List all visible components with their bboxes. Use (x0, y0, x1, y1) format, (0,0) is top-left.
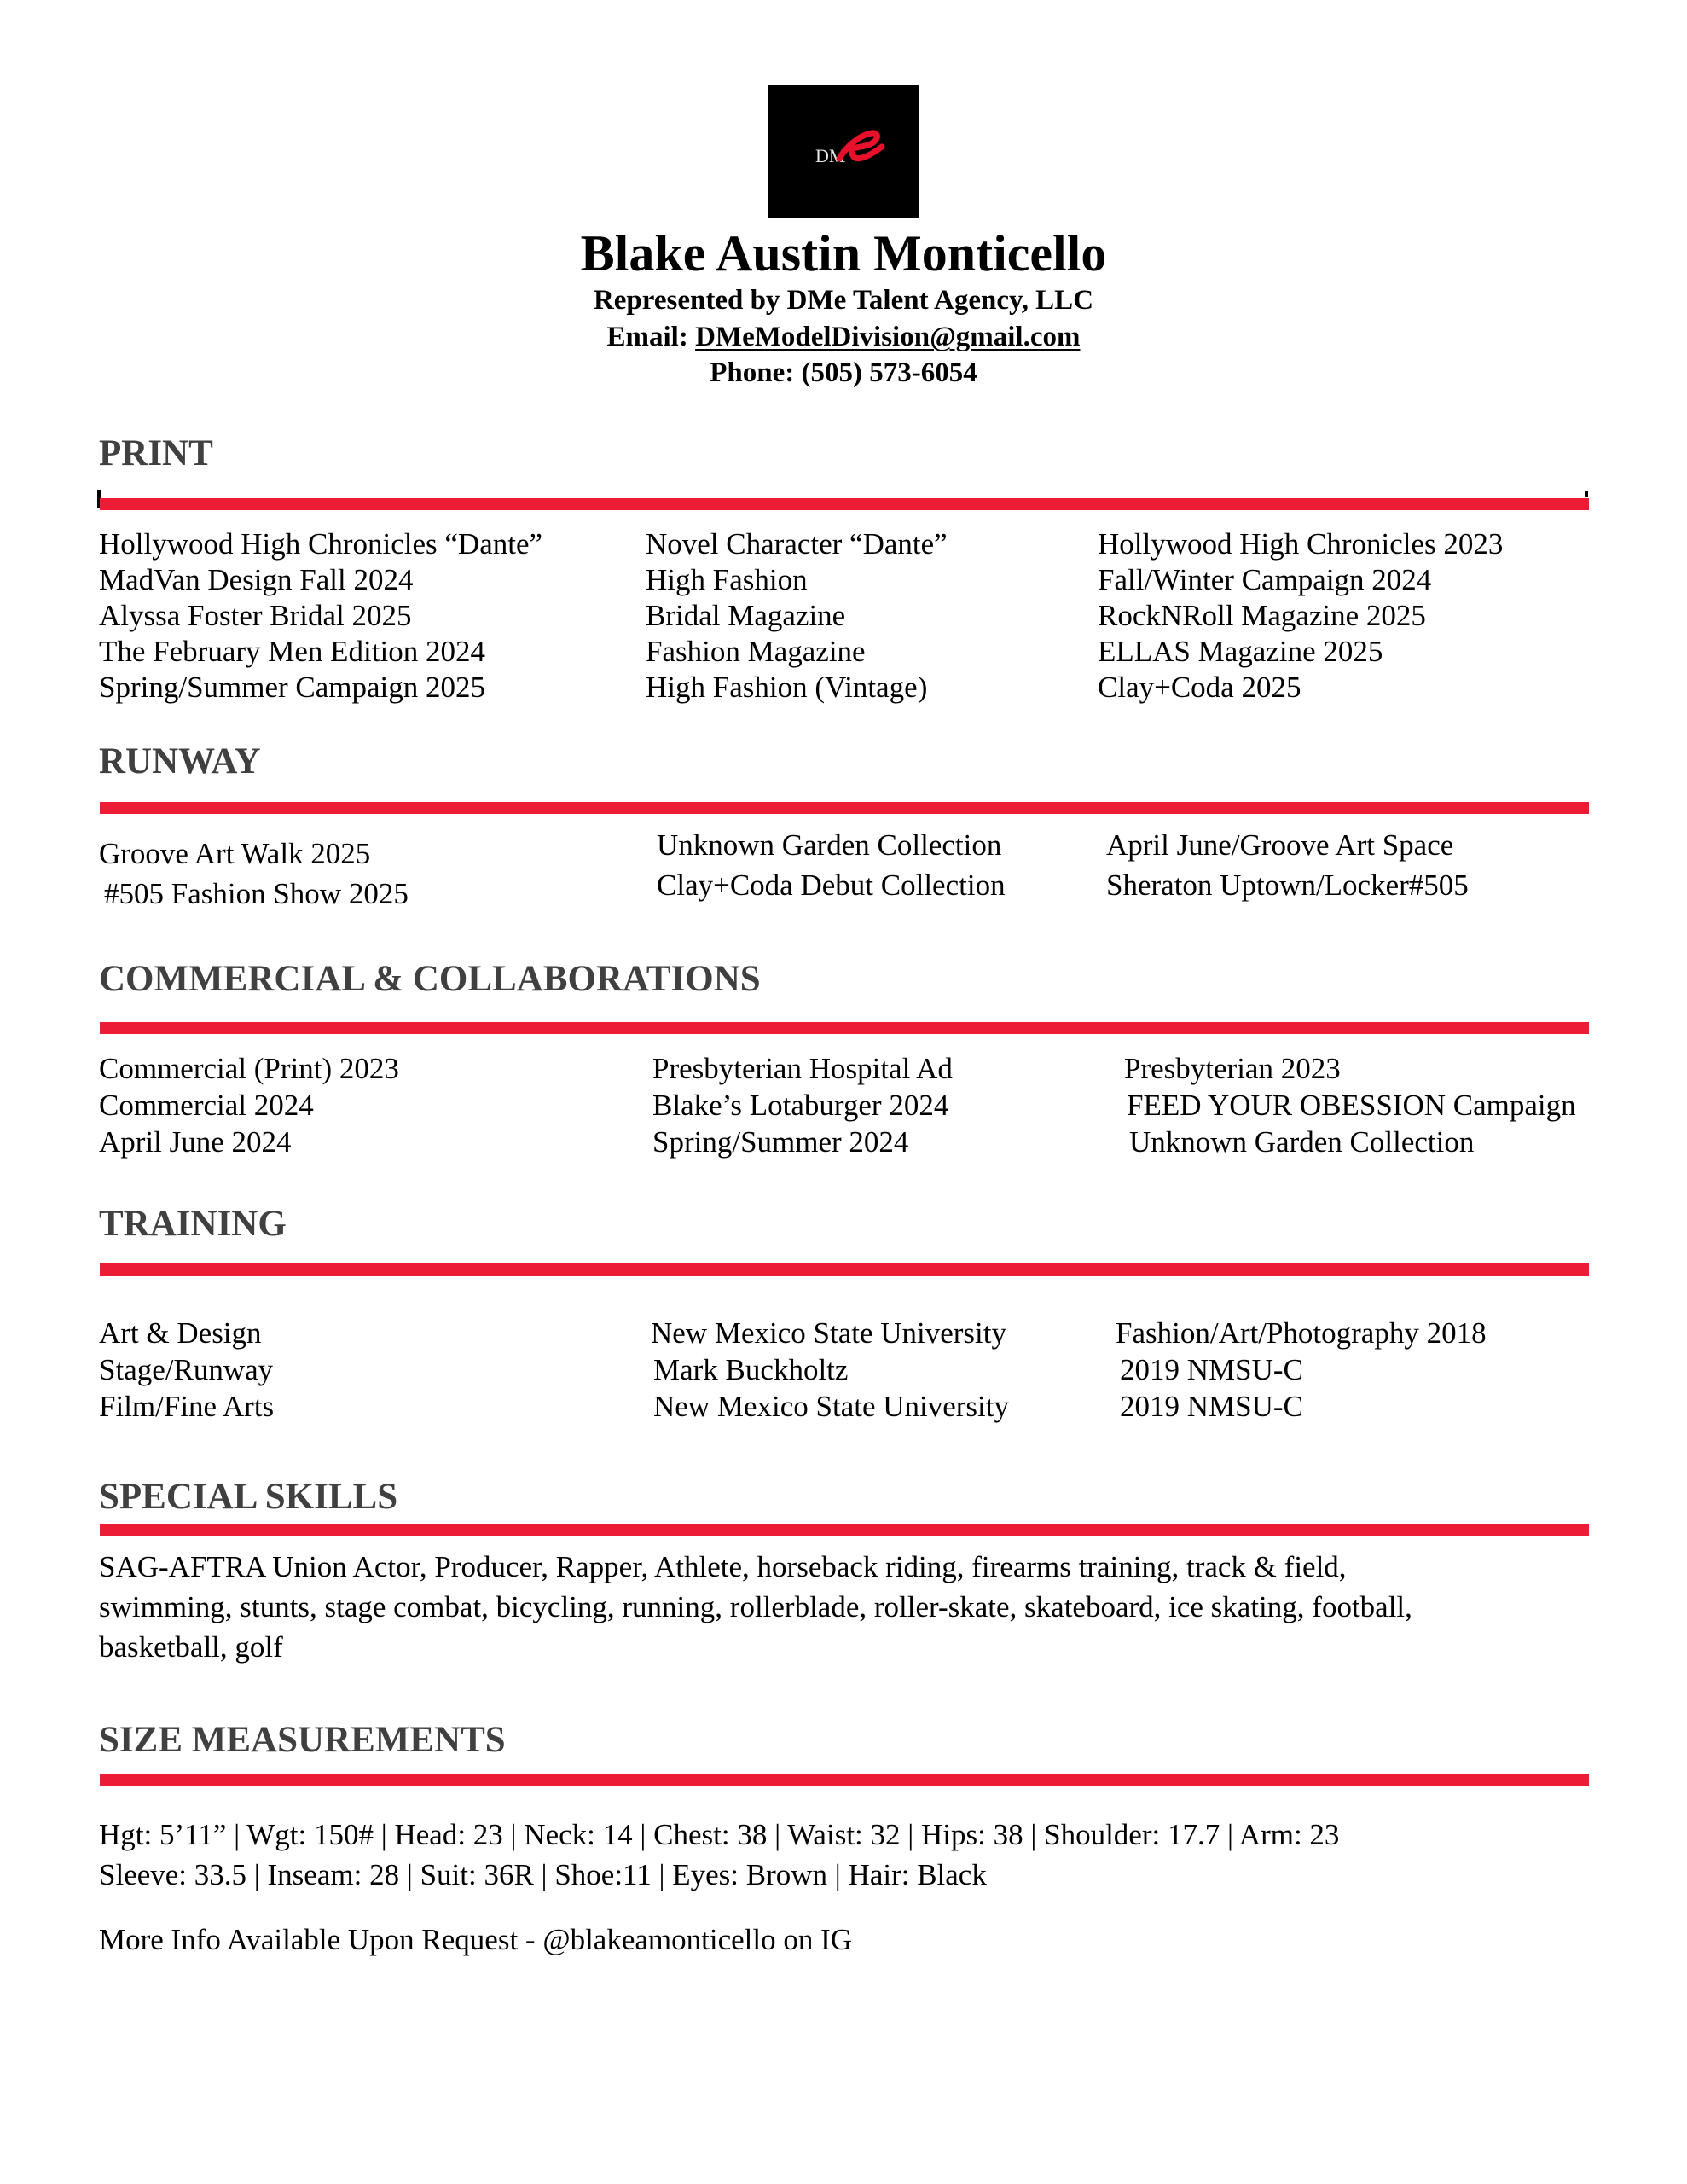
training-cell-col1: Stage/Runway (99, 1353, 274, 1386)
print-cell-col3: ELLAS Magazine 2025 (1098, 635, 1383, 668)
agency-line: Represented by DMe Talent Agency, LLC (593, 285, 1094, 316)
print-cell-col1: Hollywood High Chronicles “Dante” (99, 527, 543, 561)
logo-accent-e (839, 133, 882, 159)
agency-logo (768, 85, 919, 218)
candidate-name: Blake Austin Monticello (580, 225, 1107, 282)
commercial-cell-col1: Commercial (Print) 2023 (99, 1052, 399, 1085)
training-cell-col3: Fashion/Art/Photography 2018 (1116, 1316, 1487, 1350)
commercial-cell-col3: Presbyterian 2023 (1124, 1052, 1341, 1085)
dme-logo-mark (768, 85, 919, 218)
skills-line: swimming, stunts, stage combat, bicycling, running, rollerblade, roller-skate, skateboard, ice skating, football, (99, 1590, 1412, 1623)
email-line (0, 320, 1687, 354)
commercial-cell-col2: Presbyterian Hospital Ad (652, 1052, 953, 1085)
footer-note: More Info Available Upon Request - @blakeamonticello on IG (99, 1923, 853, 1956)
section-heading-print: PRINT (99, 433, 213, 473)
section-divider (100, 1022, 1589, 1034)
section-divider (100, 1263, 1589, 1276)
print-cell-col3: Hollywood High Chronicles 2023 (1098, 527, 1504, 561)
commercial-cell-col3: FEED YOUR OBESSION Campaign (1127, 1089, 1576, 1122)
section-divider (100, 802, 1589, 814)
email-link[interactable]: DMeModelDivision@gmail.com (695, 322, 1081, 352)
runway-cell-col3: Sheraton Uptown/Locker#505 (1106, 868, 1469, 902)
print-cell-col2: High Fashion (Vintage) (646, 671, 928, 704)
training-cell-col2: New Mexico State University (653, 1390, 1009, 1423)
training-cell-col3: 2019 NMSU-C (1120, 1390, 1303, 1423)
print-cell-col3: Clay+Coda 2025 (1098, 671, 1301, 704)
print-cell-col1: Spring/Summer Campaign 2025 (99, 671, 486, 704)
training-cell-col1: Film/Fine Arts (99, 1390, 275, 1423)
section-heading-measurements: SIZE MEASUREMENTS (99, 1720, 506, 1760)
section-heading-runway: RUNWAY (99, 741, 261, 781)
commercial-cell-col1: April June 2024 (99, 1125, 292, 1159)
commercial-cell-col1: Commercial 2024 (99, 1089, 314, 1122)
runway-cell-col3: April June/Groove Art Space (1106, 828, 1454, 862)
runway-cell-col2: Unknown Garden Collection (657, 828, 1002, 862)
skills-line: SAG-AFTRA Union Actor, Producer, Rapper, Athlete, horseback riding, firearms training, track & field, (99, 1550, 1347, 1583)
commercial-cell-col2: Spring/Summer 2024 (652, 1125, 909, 1159)
section-divider (100, 1524, 1589, 1536)
training-cell-col1: Art & Design (99, 1316, 262, 1350)
measurements-line: Sleeve: 33.5 | Inseam: 28 | Suit: 36R | Shoe:11 | Eyes: Brown | Hair: Black (99, 1858, 987, 1891)
training-cell-col3: 2019 NMSU-C (1120, 1353, 1303, 1386)
skills-line: basketball, golf (99, 1630, 283, 1664)
logo-letters: DM (815, 145, 846, 166)
section-divider (100, 1774, 1589, 1786)
print-cell-col2: High Fashion (646, 563, 808, 596)
print-cell-col1: The February Men Edition 2024 (99, 635, 485, 668)
measurements-line: Hgt: 5’11” | Wgt: 150# | Head: 23 | Neck: 14 | Chest: 38 | Waist: 32 | Hips: 38 | Shoulder: 17.7 | Arm: 23 (99, 1818, 1340, 1851)
section-divider (100, 498, 1589, 510)
section-heading-skills: SPECIAL SKILLS (99, 1477, 398, 1517)
print-cell-col2: Bridal Magazine (646, 599, 846, 632)
section-heading-commercial: COMMERCIAL & COLLABORATIONS (99, 959, 761, 999)
training-cell-col2: Mark Buckholtz (653, 1353, 849, 1386)
skills-text (99, 1547, 1600, 1667)
runway-cell-col2: Clay+Coda Debut Collection (657, 868, 1006, 902)
email-label: Email: (606, 322, 696, 352)
cursor-mark (1585, 491, 1588, 497)
phone-line: Phone: (505) 573-6054 (710, 357, 977, 388)
print-cell-col3: RockNRoll Magazine 2025 (1098, 599, 1426, 632)
measurements-text (99, 1815, 1600, 1895)
print-cell-col1: Alyssa Foster Bridal 2025 (99, 599, 412, 632)
print-cell-col3: Fall/Winter Campaign 2024 (1098, 563, 1432, 596)
section-heading-training: TRAINING (99, 1204, 287, 1244)
commercial-cell-col3: Unknown Garden Collection (1129, 1125, 1475, 1159)
runway-cell-col1: #505 Fashion Show 2025 (104, 877, 409, 910)
print-cell-col2: Novel Character “Dante” (646, 527, 948, 561)
print-cell-col1: MadVan Design Fall 2024 (99, 563, 414, 596)
training-cell-col2: New Mexico State University (651, 1316, 1006, 1350)
runway-cell-col1: Groove Art Walk 2025 (99, 837, 371, 870)
commercial-cell-col2: Blake’s Lotaburger 2024 (652, 1089, 949, 1122)
print-cell-col2: Fashion Magazine (646, 635, 866, 668)
